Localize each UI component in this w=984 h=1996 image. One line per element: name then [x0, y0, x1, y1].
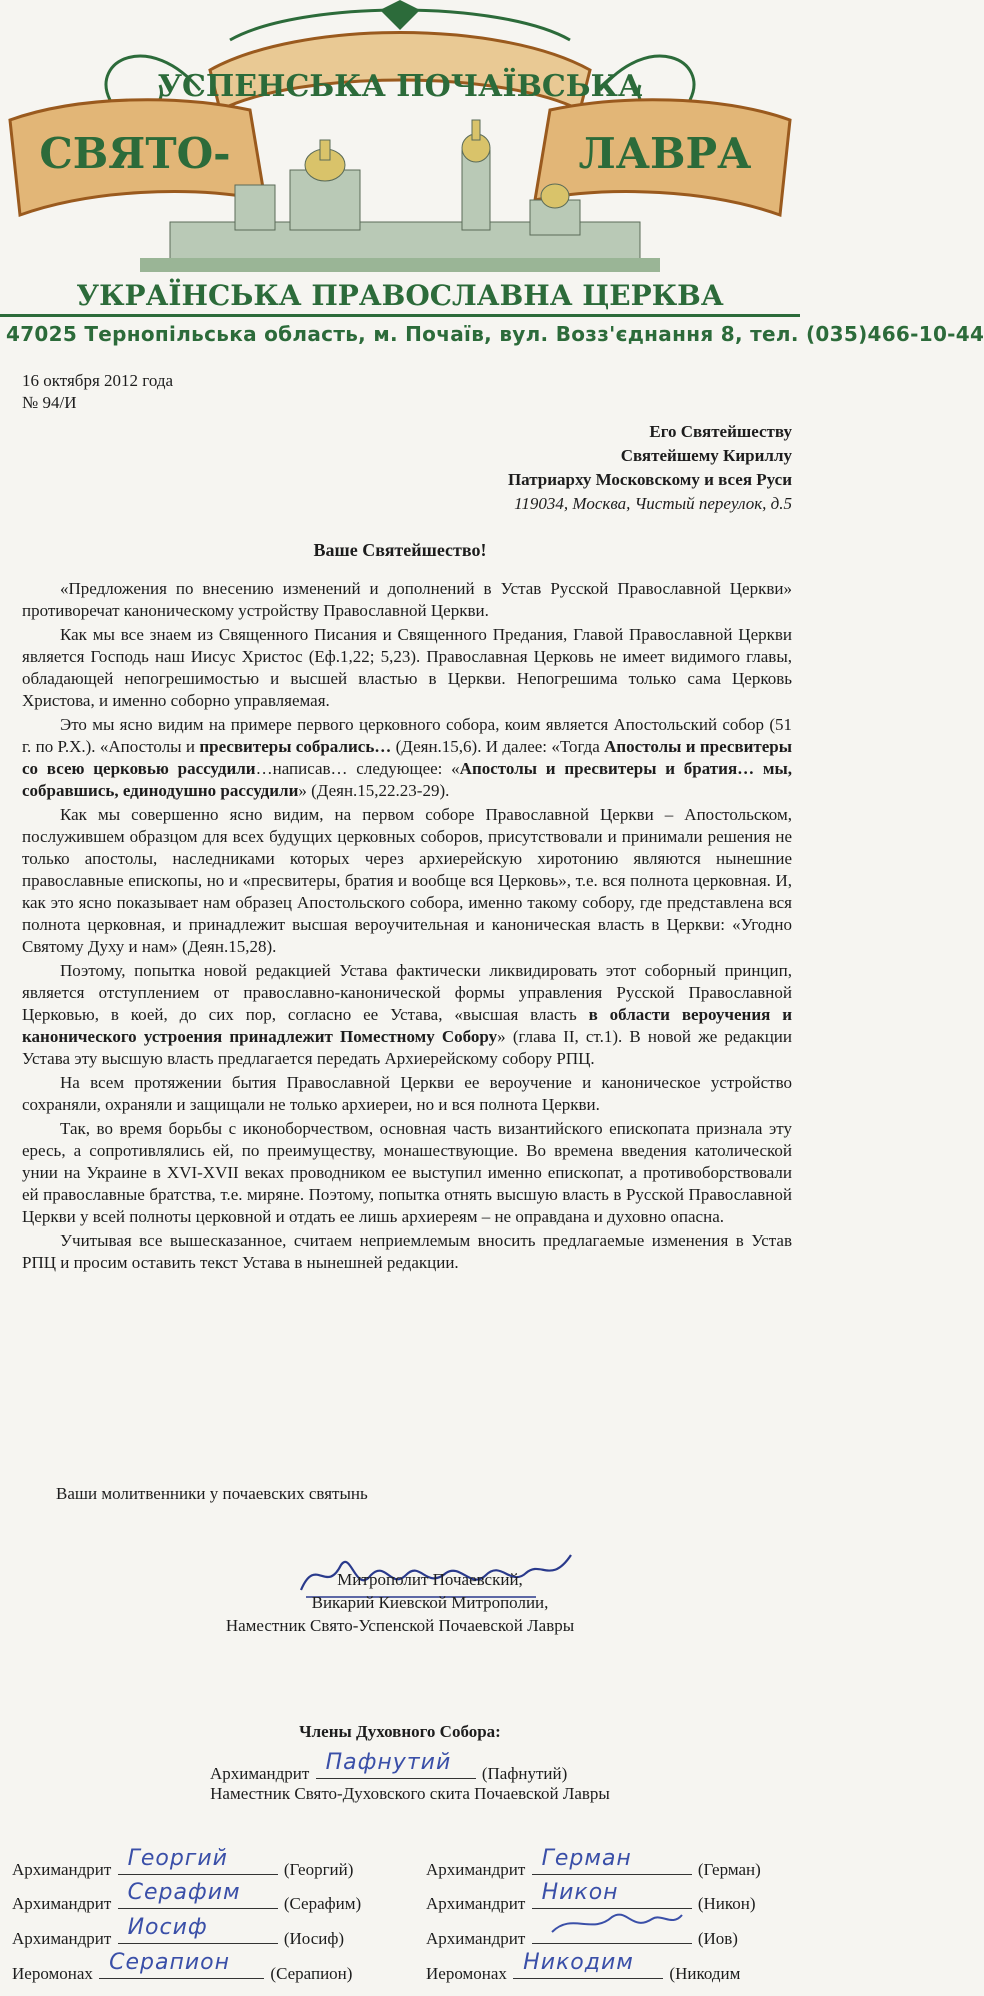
rank-label: Архимандрит: [426, 1860, 526, 1879]
p5-text-b: » (глава II, ст.1). В новой же редакции Устава эту высшую власть предлагается передать Архиерейскому собору РПЦ.: [22, 1027, 792, 1068]
handwritten-signature: Серапион: [109, 1950, 231, 1975]
signature-line: [316, 1750, 476, 1779]
handwritten-signature: Георгий: [127, 1846, 228, 1871]
iov-signature-scribble: [532, 1907, 692, 1937]
rank-label: Архимандрит: [12, 1860, 112, 1879]
handwritten-signature: Герман: [541, 1846, 632, 1871]
rank-label: Архимандрит: [426, 1929, 526, 1948]
paragraph-8: Учитывая все вышесказанное, считаем неприемлемым вносить предлагаемые изменения в Устав РПЦ и просим оставить текст Устава в нынешней редакции.: [22, 1231, 792, 1272]
signature-line: [532, 1846, 692, 1875]
handwritten-signature: Пафнутий: [325, 1750, 452, 1775]
member-row: [426, 1846, 761, 1880]
p3-text-d: » (Деян.15,22.23-29).: [298, 781, 450, 800]
member-row: [12, 1880, 362, 1914]
arch-text: УСПЕНСЬКА ПОЧАЇВСЬКА: [157, 69, 643, 104]
signature-line: [118, 1915, 278, 1944]
signatory-abbot: Наместник Свято-Успенской Почаевской Лавры: [225, 1616, 575, 1635]
church-name: УКРАЇНСЬКА ПРАВОСЛАВНА ЦЕРКВА: [76, 279, 724, 312]
paragraph-6: На всем протяжении бытия Православной Церкви ее вероучение и каноническое устройство сохраняли, охраняли и защищали не только архиереи, но и вся полнота Церкви.: [22, 1073, 792, 1114]
p3-bold-a: пресвитеры собрались…: [199, 737, 392, 756]
handwritten-signature: Никон: [541, 1880, 619, 1905]
member-name: (Герман): [697, 1860, 761, 1879]
member-name: (Никон): [697, 1894, 756, 1913]
p3-text-a: Это мы ясно видим на примере первого церковного собора, коим является Апостольский собор (51 г. по Р.Х.). «Апостолы и: [22, 715, 792, 756]
member-name: (Георгий): [283, 1860, 354, 1879]
handwritten-signature: Иосиф: [127, 1915, 208, 1940]
right-banner-text: ЛАВРА: [578, 129, 752, 178]
paragraph-4: Как мы совершенно ясно видим, на первом соборе Православной Церкви – Апостольском, послужившем образцом для всех будущих церковных соборов, присутствовали и принимали решения не только апостолы, наследниками которых через архиерейскую хиротонию являются нынешние православные епископы, но и «пресвитеры, братия и вообще вся Церковь», т.е. вся полнота церковная. И, как это ясно показывает нам образец Апостольского собора, именно такому собору, где представлена вся полнота церковная, и принадлежит высшая вероучительная и каноническая власть в Церкви: «Угодно Святому Духу и нам» (Деян.15,28).: [22, 805, 792, 956]
left-banner-text: СВЯТО-: [39, 129, 231, 178]
signatory-vicar: Викарий Киевской Митрополии,: [311, 1593, 549, 1612]
member-name: (Иосиф): [283, 1929, 345, 1948]
header-divider: [0, 314, 800, 317]
letter-number: № 94/И: [22, 393, 77, 412]
rank-label: Иеромонах: [12, 1964, 93, 1983]
addressee-block: [508, 420, 792, 516]
p5-text-a: Поэтому, попытка новой редакцией Устава фактически ликвидировать этот соборный принцип, является отступлением от православно-канонической формы управления Русской Православной Церковью, в коей, до сих пор, согласно ее Устава, «высшая власть: [22, 961, 792, 1024]
member-name: (Серапион): [270, 1964, 353, 1983]
closing-line: Ваши молитвенники у почаевских святынь: [56, 1484, 368, 1503]
signatory-block: [0, 1568, 800, 1637]
signature-line: [99, 1950, 264, 1979]
signature-line: [118, 1880, 278, 1909]
rank-label: Архимандрит: [210, 1764, 310, 1783]
signature-line: [532, 1925, 692, 1944]
member-name: (Никодим: [669, 1964, 741, 1983]
paragraph-2: Как мы все знаем из Священного Писания и Священного Предания, Главой Православной Церкви является Господь наш Иисус Христос (Еф.1,22; 5,23). Православная Церковь не имеет видимого главы, обладающей непогрешимостью и высшей властью в Церкви. Непогрешима только сама Церковь Христова, и именно соборно управляемая.: [22, 625, 792, 710]
member-row: [426, 1950, 741, 1984]
p3-bold-c: Апостолы и пресвитеры и братия… мы, собравшись, единодушно рассудили: [22, 759, 793, 800]
letter-date: 16 октября 2012 года: [22, 371, 174, 390]
member-row: [426, 1925, 738, 1949]
rank-label: Иеромонах: [426, 1964, 507, 1983]
p3-text-b: (Деян.15,6). И далее: «Тогда: [391, 737, 605, 756]
pafnutiy-role: Наместник Свято-Духовского скита Почаевской Лавры: [210, 1784, 610, 1803]
p5-bold: в области вероучения и канонического устроения принадлежит Поместному Собору: [22, 1005, 793, 1046]
letter-body: [22, 578, 792, 1276]
letterhead-address: 47025 Тернопільська область, м. Почаїв, вул. Возз'єднання 8, тел. (035)466-10-44: [6, 322, 984, 346]
member-row: [12, 1950, 353, 1984]
p3-bold-b: Апостолы и пресвитеры со всею церковью рассудили: [22, 737, 792, 778]
addressee-line-1: Его Святейшеству: [649, 422, 792, 441]
rank-label: Архимандрит: [12, 1894, 112, 1913]
addressee-address: 119034, Москва, Чистый переулок, д.5: [514, 494, 792, 513]
paragraph-3: [22, 714, 792, 802]
paragraph-7: Так, во время борьбы с иконоборчеством, основная часть византийского епископата признала эту ересь, а сопротивлялись ей, по преимуществу, монашествующие. Во времена введения католической унии на Украине в XVI-XVII веках проводником ее выступил именно епископат, а противоборствовали ей православные братства, т.е. миряне. Поэтому, попытка отнять высшую власть в Русской Православной Церкви у всей полноты церковной и отдать ее лишь архиереям – не оправдана и духовно опасна.: [22, 1119, 792, 1226]
paragraph-1: «Предложения по внесению изменений и дополнений в Устав Русской Православной Церкви» противоречат каноническому устройству Православной Церкви.: [22, 579, 792, 620]
handwritten-signature: Серафим: [127, 1880, 241, 1905]
lavra-emblem: [0, 0, 800, 310]
member-name: (Пафнутий): [481, 1764, 568, 1783]
member-row: [12, 1915, 345, 1949]
pafnutiy-signature-row: [210, 1750, 568, 1784]
letterhead: [0, 0, 800, 310]
p3-text-c: …написав… следующее: «: [255, 759, 460, 778]
rank-label: Архимандрит: [12, 1929, 112, 1948]
signature-line: [118, 1846, 278, 1875]
letter-meta: [22, 370, 173, 414]
addressee-line-3: Патриарху Московскому и всея Руси: [507, 470, 792, 489]
paragraph-5: [22, 960, 792, 1070]
member-row: [12, 1846, 354, 1880]
signature-line: [513, 1950, 663, 1979]
signatory-title: Митрополит Почаевский,: [337, 1570, 523, 1589]
greeting: Ваше Святейшество!: [313, 540, 487, 560]
member-name: (Серафим): [283, 1894, 362, 1913]
council-title: Члены Духовного Собора:: [299, 1722, 501, 1741]
handwritten-signature: Никодим: [523, 1950, 634, 1975]
member-name: (Иов): [697, 1929, 738, 1948]
addressee-line-2: Святейшему Кириллу: [620, 446, 792, 465]
rank-label: Архимандрит: [426, 1894, 526, 1913]
